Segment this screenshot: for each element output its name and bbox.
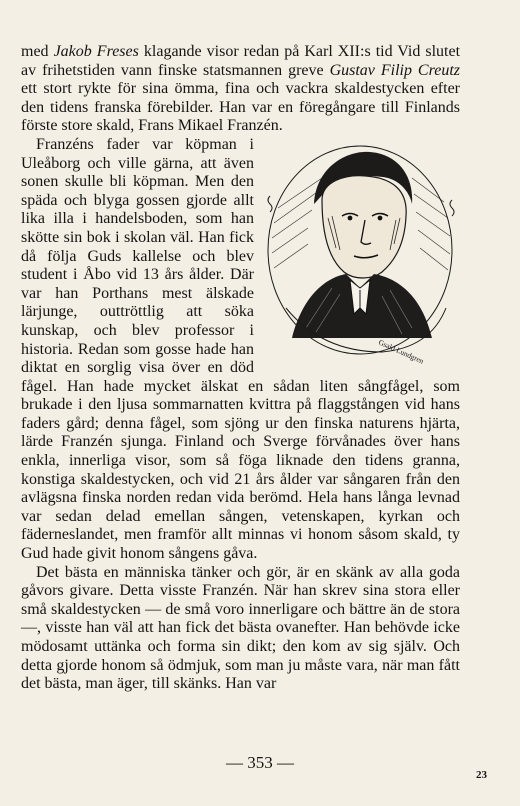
page-number: — 353 — bbox=[226, 753, 294, 772]
text-run: ett stort rykte för sina ömma, fina och vackra skaldestycken efter den tidens franska förebilder. Han var en föregångare till Finlands förste store skald, Frans Mikael Franzén. bbox=[21, 80, 460, 135]
franzen-portrait-illustration bbox=[262, 138, 460, 366]
name-gustav-creutz: Gustav Filip Creutz bbox=[329, 61, 460, 79]
name-jakob-freses: Jakob Freses bbox=[53, 43, 139, 60]
text-run: med bbox=[21, 43, 54, 60]
paragraph-3: Det bästa en människa tänker och gör, är en skänk av alla goda gåvors givare. Detta visste Franzén. När han skrev sina stora eller små skaldestycken — de små voro innerligare och bättre än de stora —, visste han väl att han fick det bästa ovanefter. Han behövde icke mödosamt uttänka och forma sin dikt; den kom av sig själv. Och detta gjorde honom så ödmjuk, som man ju måste vara, när man fått det bästa, man äger, till skänks. Han var bbox=[21, 563, 460, 693]
text-run: klagande visor redan på Karl XII:s tid Vid slutet av frihetstiden vann finske statsmannen greve bbox=[21, 43, 461, 79]
paragraph-2: Franzéns fader var köpman i Uleåborg och ville gärna, att även sonen skulle bli köpman. Men den späda och blyga gossen gjorde allt lika illa i handelsboden, som han skötte sin bok i skolan väl. Han fick då följa Guds kallelse och blev student i Åbo vid 13 års ålder. Där var han Porthans mest älskade lärjunge, outtröttlig att söka kunskap, och blev professor i historia. Redan som gosse hade han diktat en sorglig visa över en död fågel. Han hade mycket älskat en sådan liten sångfågel, som brukade i den ljusa sommarnatten kvittra på flaggstången vid hans faders gård; denna fågel, som sjöng ur den finska naturens hjärta, lärde Franzén sjunga. Finland och Sverge förvånades över hans enkla, innerliga visor, som så föga liknade den tidens granna, konstiga skaldestycken, och vid 21 års ålder var sångaren från den avlägsna finska norden redan vida berömd. Hela hans långa levnad var sedan delad emellan sången, vetenskapen, kyrkan och fäderneslandet, men framför allt minnas vi honom såsom skald, ty Gud hade givit honom sångens gåva. bbox=[21, 135, 460, 563]
paragraph-1 bbox=[21, 43, 460, 136]
portrait-engraving bbox=[262, 138, 460, 366]
body-text bbox=[21, 43, 460, 694]
artist-signature: Gsald Lundgren bbox=[377, 337, 426, 366]
signature-mark: 23 bbox=[476, 769, 487, 781]
